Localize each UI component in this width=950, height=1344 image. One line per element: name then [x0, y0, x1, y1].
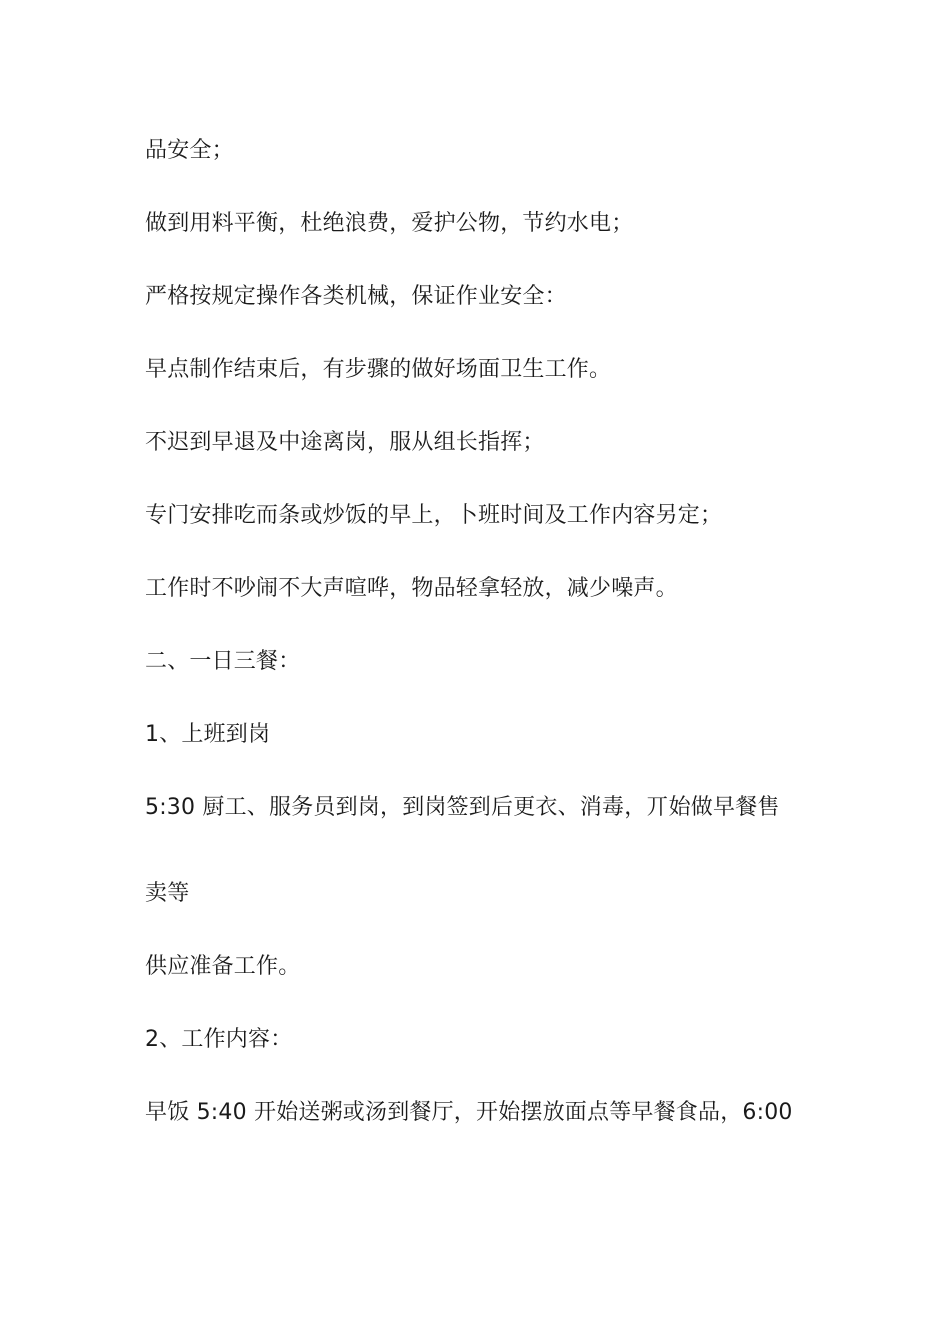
text-line: 严格按规定操作各类机械，保证作业安全：: [145, 284, 567, 309]
text-line: 早饭 5:40 开始送粥或汤到餐厅，开始摆放面点等早餐食品，6:00: [145, 1100, 793, 1125]
text-line: 卖等: [145, 881, 190, 906]
subsection-heading: 2、工作内容：: [145, 1027, 293, 1052]
text-line: 供应准备工作。: [145, 954, 301, 979]
text-line: 品安全；: [145, 138, 234, 163]
text-line: 工作时不吵闹不大声喧哗，物品轻拿轻放，减少噪声。: [145, 576, 678, 601]
section-heading: 二、一日三餐：: [145, 649, 301, 674]
text-line: 专门安排吃而条或炒饭的早上，卜班时间及工作内容另定；: [145, 503, 723, 528]
text-line: 不迟到早退及中途离岗，服从组长指挥；: [145, 430, 545, 455]
text-line: 早点制作结束后，有步骤的做好场面卫生工作。: [145, 357, 612, 382]
text-line: 5:30 厨工、服务员到岗，到岗签到后更衣、消毒，丌始做早餐售: [145, 795, 780, 820]
text-line: 做到用料平衡，杜绝浪费，爱护公物，节约水电；: [145, 211, 634, 236]
subsection-heading: 1、上班到岗: [145, 722, 271, 747]
